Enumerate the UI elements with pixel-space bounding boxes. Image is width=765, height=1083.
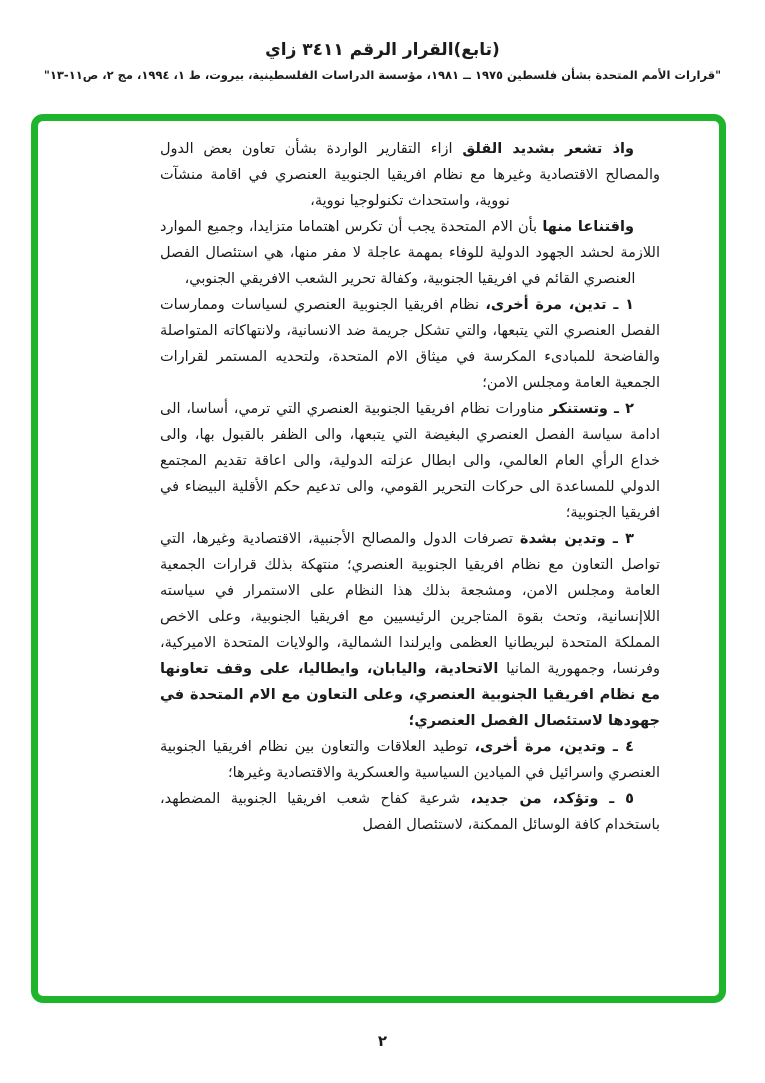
clause-4	[160, 734, 660, 786]
paragraph-text: تصرفات الدول والمصالح الأجنبية، الاقتصادية وغيرها، التي تواصل التعاون مع نظام افريقيا الجنوبية العنصري؛ منتهكة بذلك قرارات الجمعية العامة ومجلس الامن، ومشجعة بذلك هذا النظام على الاستمرار في سياسته اللاإنسانية، وتحث بقوة المتاجرين الرئيسيين مع افريقيا الجنوبية، وعلى الاخص المملكة المتحدة لبريطانيا العظمى وايرلندا الشمالية، والولايات المتحدة الاميركية، وفرنسا، وجمهورية المانيا	[160, 531, 660, 677]
paragraph-text: نظام افريقيا الجنوبية العنصري لسياسات وممارسات الفصل العنصري التي يتبعها، والتي تشكل جريمة ضد الانسانية، ولانتهاكاته المتواصلة والفاضحة للمبادىء المكرسة في ميثاق الام المتحدة، ولتحديه المستمر لقرارات الجمعية العامة ومجلس الامن؛	[160, 297, 660, 391]
paragraph-lead: ٤ ـ وتدين، مرة أخرى،	[474, 739, 635, 755]
paragraph-text: بأن الام المتحدة يجب أن تكرس اهتماما متزايدا، وجميع الموارد اللازمة لحشد الجهود الدولية للوفاء بمهمة عاجلة لا مفر منها، هي استئصال الفصل العنصري القائم في افريقيا الجنوبية، وكفالة تحرير الشعب الافريقي الجنوبي،	[160, 219, 660, 287]
document-body	[160, 136, 660, 838]
paragraph-text: توطيد العلاقات والتعاون بين نظام افريقيا الجنوبية العنصري واسرائيل في الميادين السياسية والعسكرية والاقتصادية وغيرها؛	[160, 739, 660, 781]
preamble-paragraph-conviction	[160, 214, 660, 292]
paragraph-text: ازاء التقارير الواردة بشأن تعاون بعض الدول والمصالح الاقتصادية وغيرها مع نظام افريقيا الجنوبية العنصري في اقامة منشآت نووية، واستحداث تكنولوجيا نووية،	[160, 141, 660, 209]
paragraph-text: مناورات نظام افريقيا الجنوبية العنصري التي ترمي، أساسا، الى ادامة سياسة الفصل العنصري البغيضة التي يتبعها، والى الظفر بالقبول بها، والى خداع الرأي العام العالمي، والى ابطال عزلته الدولية، والى اعاقة تقديم المجتمع الدولي للمساعدة الى حركات التحرير القومي، والى تدعيم حكم الأقلية البيضاء في افريقيا الجنوبية؛	[160, 401, 660, 521]
page-number: ٢	[377, 1032, 388, 1050]
paragraph-emphasis: الاتحادية، واليابان، وايطاليا، على وقف تعاونها مع نظام افريقيا الجنوبية العنصري، وعلى التعاون مع الام المتحدة في جهودها لاستئصال الفصل العنصري؛	[160, 661, 660, 729]
paragraph-lead: واقتناعا منها	[542, 219, 635, 235]
clause-2	[160, 396, 660, 526]
paragraph-lead: ٢ ـ وتستنكر	[549, 401, 634, 417]
paragraph-lead: واذ تشعر بشديد القلق	[462, 141, 634, 157]
paragraph-lead: ٣ ـ وتدين بشدة	[519, 531, 634, 547]
clause-3	[160, 526, 660, 734]
clause-1	[160, 292, 660, 396]
document-header	[0, 40, 765, 82]
paragraph-lead: ١ ـ تدين، مرة أخرى،	[485, 297, 635, 313]
paragraph-lead: ٥ ـ وتؤكد، من جديد،	[470, 791, 634, 807]
paragraph-text: شرعية كفاح شعب افريقيا الجنوبية المضطهد، باستخدام كافة الوسائل الممكنة، لاستئصال الفصل	[160, 791, 660, 833]
clause-5	[160, 786, 660, 838]
preamble-paragraph-concern	[160, 136, 660, 214]
source-citation: "قرارات الأمم المتحدة بشأن فلسطين ١٩٧٥ ــ ١٩٨١، مؤسسة الدراسات الفلسطينية، بيروت، ط ١، ١٩٩٤، مج ٢، ص١١-١٣"	[43, 68, 722, 82]
page-title: (تابع)القرار الرقم ٣٤١١ زاي	[265, 40, 500, 60]
